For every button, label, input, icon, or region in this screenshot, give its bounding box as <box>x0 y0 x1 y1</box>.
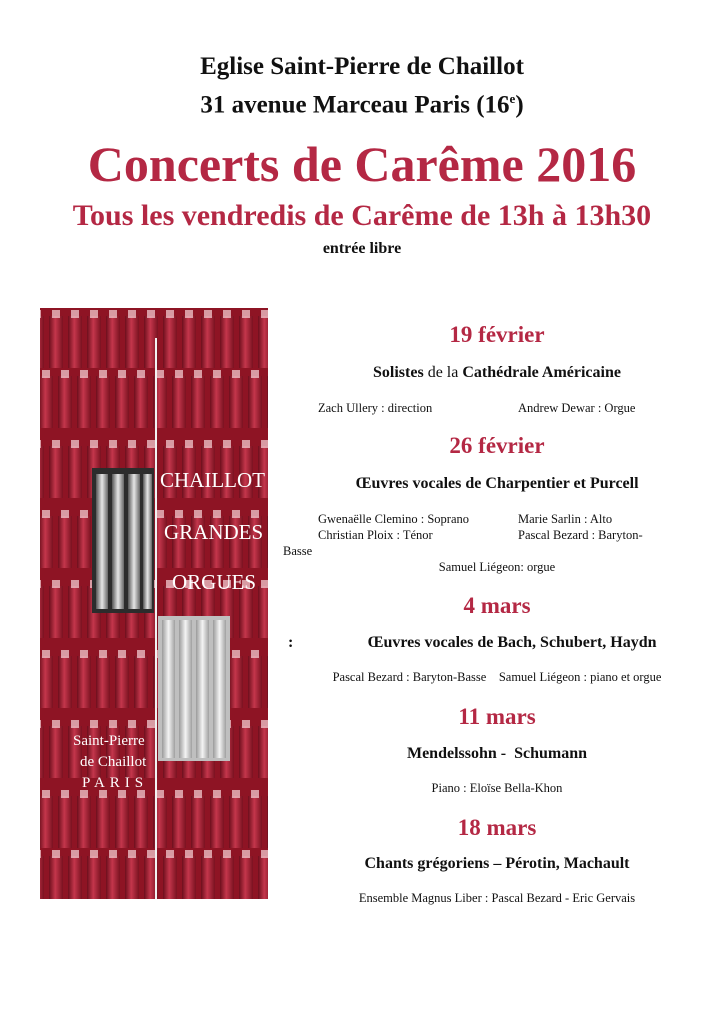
poster-caption-line-2: de Chaillot <box>80 754 147 770</box>
performer: Samuel Liégeon: orgue <box>438 560 556 574</box>
performer: Gwenaëlle Clemino : Soprano <box>318 512 470 526</box>
event-date: 26 février <box>449 433 545 458</box>
program-part: Cathédrale Américaine <box>462 364 621 381</box>
address-end: ) <box>515 91 524 119</box>
event-date: 11 mars <box>458 704 536 729</box>
event-program <box>270 363 724 383</box>
performers: Pascal Bezard : Baryton-Basse Samuel Liégeon : piano et orgue <box>332 670 662 684</box>
organ-pipes-illustration <box>40 308 268 899</box>
performers: Piano : Eloïse Bella-Khon <box>431 781 563 795</box>
performers: Ensemble Magnus Liber : Pascal Bezard - Eric Gervais <box>358 891 636 905</box>
performer: Pascal Bezard : Baryton- <box>518 528 643 542</box>
page-title: Concerts de Carême 2016 <box>87 136 637 192</box>
address-superscript: e <box>509 91 516 106</box>
page-subtitle: Tous les vendredis de Carême de 13h à 13h30 <box>72 199 652 232</box>
event-date: 19 février <box>449 322 545 347</box>
program-part: de la <box>427 364 463 381</box>
performer: Christian Ploix : Ténor <box>318 528 433 542</box>
event-colon: : <box>288 634 294 651</box>
performer: Zach Ullery : direction <box>318 401 433 415</box>
poster-title-line-1: CHAILLOT <box>160 468 265 492</box>
poster-caption-line-3: PARIS <box>82 775 149 791</box>
event-program: Chants grégoriens – Pérotin, Machault <box>364 855 630 872</box>
performer: Andrew Dewar : Orgue <box>518 401 636 415</box>
organ-poster-image <box>40 308 268 899</box>
event-date: 18 mars <box>457 815 537 840</box>
performer: Marie Sarlin : Alto <box>518 512 613 526</box>
event-program: Œuvres vocales de Bach, Schubert, Haydn <box>367 634 657 651</box>
event-date: 4 mars <box>463 593 531 618</box>
entry-note: entrée libre <box>322 240 402 257</box>
poster-title-line-2: GRANDES <box>164 520 264 544</box>
program-part: Solistes <box>373 364 428 381</box>
venue-address <box>0 84 724 120</box>
event-program: Œuvres vocales de Charpentier et Purcell <box>355 475 639 492</box>
venue-name: Eglise Saint-Pierre de Chaillot <box>200 53 524 80</box>
poster-caption-line-1: Saint-Pierre <box>73 733 145 749</box>
poster-title-line-3: ORGUES <box>172 570 257 594</box>
event-program: Mendelssohn - Schumann <box>406 745 588 762</box>
performer-continuation: Basse <box>283 544 313 558</box>
address-main: 31 avenue Marceau Paris (16 <box>200 91 510 119</box>
